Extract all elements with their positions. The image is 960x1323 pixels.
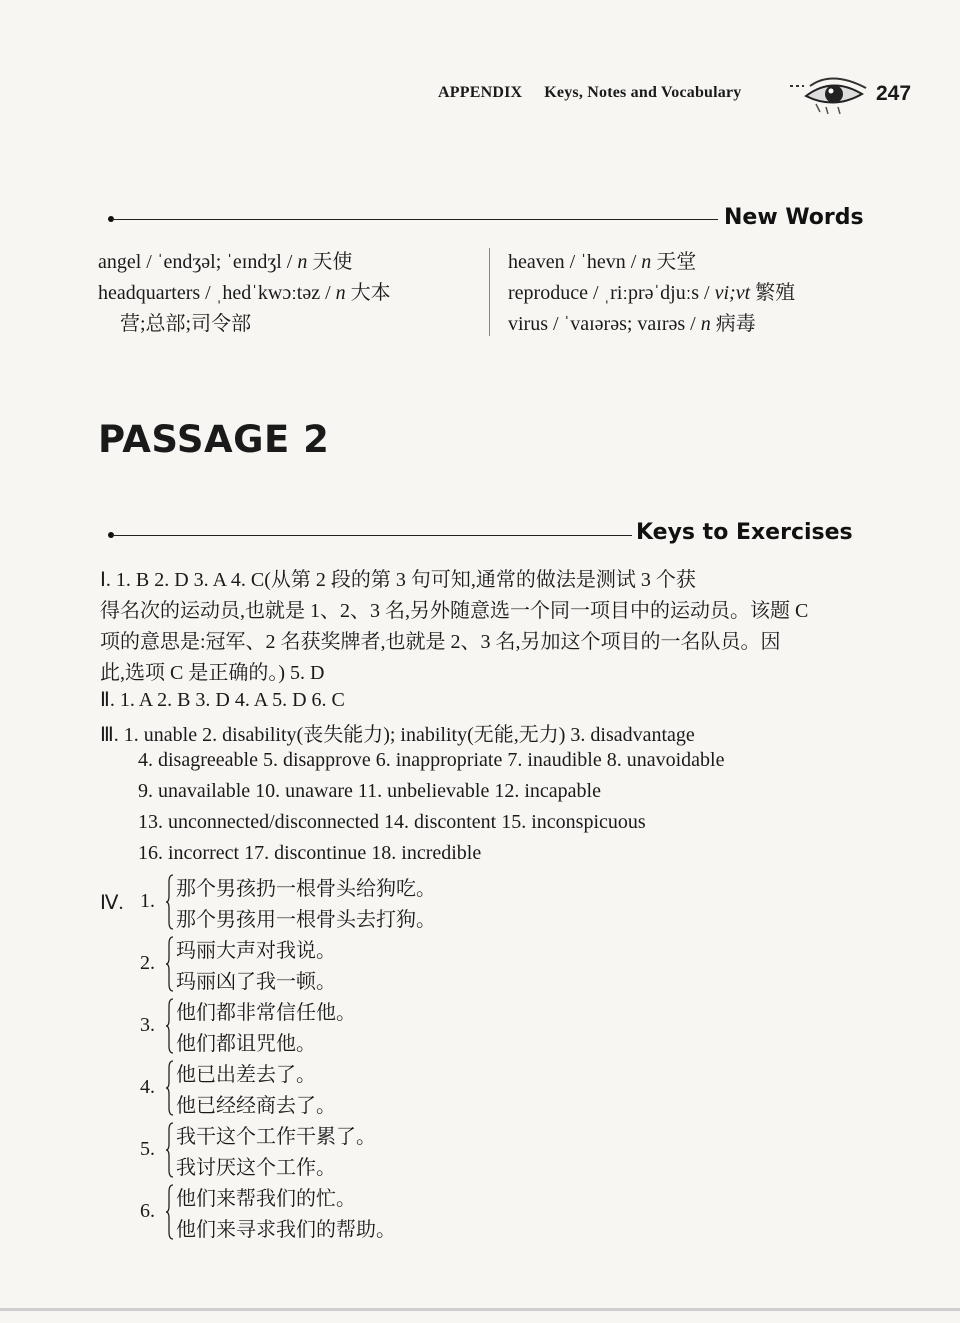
pair-number: 2. bbox=[140, 952, 155, 974]
sentence-b: 他已经经商去了。 bbox=[176, 1095, 336, 1117]
sentence-a: 我干这个工作干累了。 bbox=[176, 1126, 376, 1148]
key-line: 13. unconnected/disconnected 14. discontent 15. inconspicuous bbox=[138, 811, 646, 833]
sentence-b: 玛丽凶了我一顿。 bbox=[176, 971, 336, 993]
key-line: 9. unavailable 10. unaware 11. unbelievable 12. incapable bbox=[138, 780, 601, 802]
key-line: Ⅲ. 1. unable 2. disability(丧失能力); inability(无能,无力) 3. disadvantage bbox=[100, 724, 695, 746]
brace-icon bbox=[166, 998, 174, 1054]
word-entry: angel / ˈendʒəl; ˈeɪndʒl / n 天使 bbox=[98, 251, 353, 273]
key-line: Ⅱ. 1. A 2. B 3. D 4. A 5. D 6. C bbox=[100, 689, 345, 711]
brace-icon bbox=[166, 1184, 174, 1240]
sentence-a: 那个男孩扔一根骨头给狗吃。 bbox=[176, 878, 436, 900]
brace-icon bbox=[166, 1060, 174, 1116]
running-head-section: APPENDIX bbox=[438, 84, 523, 101]
section-rule bbox=[112, 219, 718, 220]
brace-icon bbox=[166, 874, 174, 930]
page-header bbox=[0, 82, 960, 108]
sentence-a: 玛丽大声对我说。 bbox=[176, 940, 336, 962]
pair-number: 4. bbox=[140, 1076, 155, 1098]
sentence-a: 他已出差去了。 bbox=[176, 1064, 316, 1086]
new-words-right-column bbox=[508, 247, 888, 340]
brace-icon bbox=[166, 936, 174, 992]
key-line: Ⅰ. 1. B 2. D 3. A 4. C(从第 2 段的第 3 句可知,通常的做法是测试 3 个获 bbox=[100, 569, 696, 591]
key-line: 16. incorrect 17. discontinue 18. incredible bbox=[138, 842, 482, 864]
word-entry-continuation: 营;总部;司令部 bbox=[120, 313, 252, 335]
word-entry: headquarters / ˌhedˈkwɔːtəz / n 大本 bbox=[98, 282, 391, 304]
keys-heading: Keys to Exercises bbox=[636, 520, 853, 545]
word-entry: heaven / ˈhevn / n 天堂 bbox=[508, 251, 697, 273]
sentence-b: 那个男孩用一根骨头去打狗。 bbox=[176, 909, 436, 931]
sentence-b: 他们来寻求我们的帮助。 bbox=[176, 1219, 396, 1241]
new-words-left-column bbox=[98, 247, 478, 340]
running-head-subtitle: Keys, Notes and Vocabulary bbox=[544, 84, 742, 101]
word-entry: virus / ˈvaɪərəs; vaɪrəs / n 病毒 bbox=[508, 313, 756, 335]
key-line: 此,选项 C 是正确的。) 5. D bbox=[100, 662, 325, 684]
key-line: 项的意思是:冠军、2 名获奖牌者,也就是 2、3 名,另加这个项目的一名队员。因 bbox=[100, 631, 781, 653]
pair-number: 3. bbox=[140, 1014, 155, 1036]
passage-title: PASSAGE 2 bbox=[98, 418, 330, 461]
new-words-heading: New Words bbox=[724, 205, 864, 230]
brace-icon bbox=[166, 1122, 174, 1178]
sentence-a: 他们都非常信任他。 bbox=[176, 1002, 356, 1024]
sentence-a: 他们来帮我们的忙。 bbox=[176, 1188, 356, 1210]
page-bottom-edge bbox=[0, 1308, 960, 1311]
sentence-b: 他们都诅咒他。 bbox=[176, 1033, 316, 1055]
sentence-b: 我讨厌这个工作。 bbox=[176, 1157, 336, 1179]
section-label: Ⅳ. bbox=[100, 892, 124, 914]
pair-number: 5. bbox=[140, 1138, 155, 1160]
key-line: 4. disagreeable 5. disapprove 6. inappropriate 7. inaudible 8. unavoidable bbox=[138, 749, 725, 771]
eye-icon bbox=[790, 74, 874, 114]
pair-number: 1. bbox=[140, 890, 155, 912]
pair-number: 6. bbox=[140, 1200, 155, 1222]
section-rule bbox=[112, 535, 632, 536]
running-head bbox=[438, 84, 742, 102]
word-entry: reproduce / ˌriːprəˈdjuːs / vi;vt 繁殖 bbox=[508, 282, 796, 304]
column-divider bbox=[489, 248, 490, 336]
page-number: 247 bbox=[876, 82, 912, 105]
key-line: 得名次的运动员,也就是 1、2、3 名,另外随意选一个同一项目中的运动员。该题 C bbox=[100, 600, 809, 622]
